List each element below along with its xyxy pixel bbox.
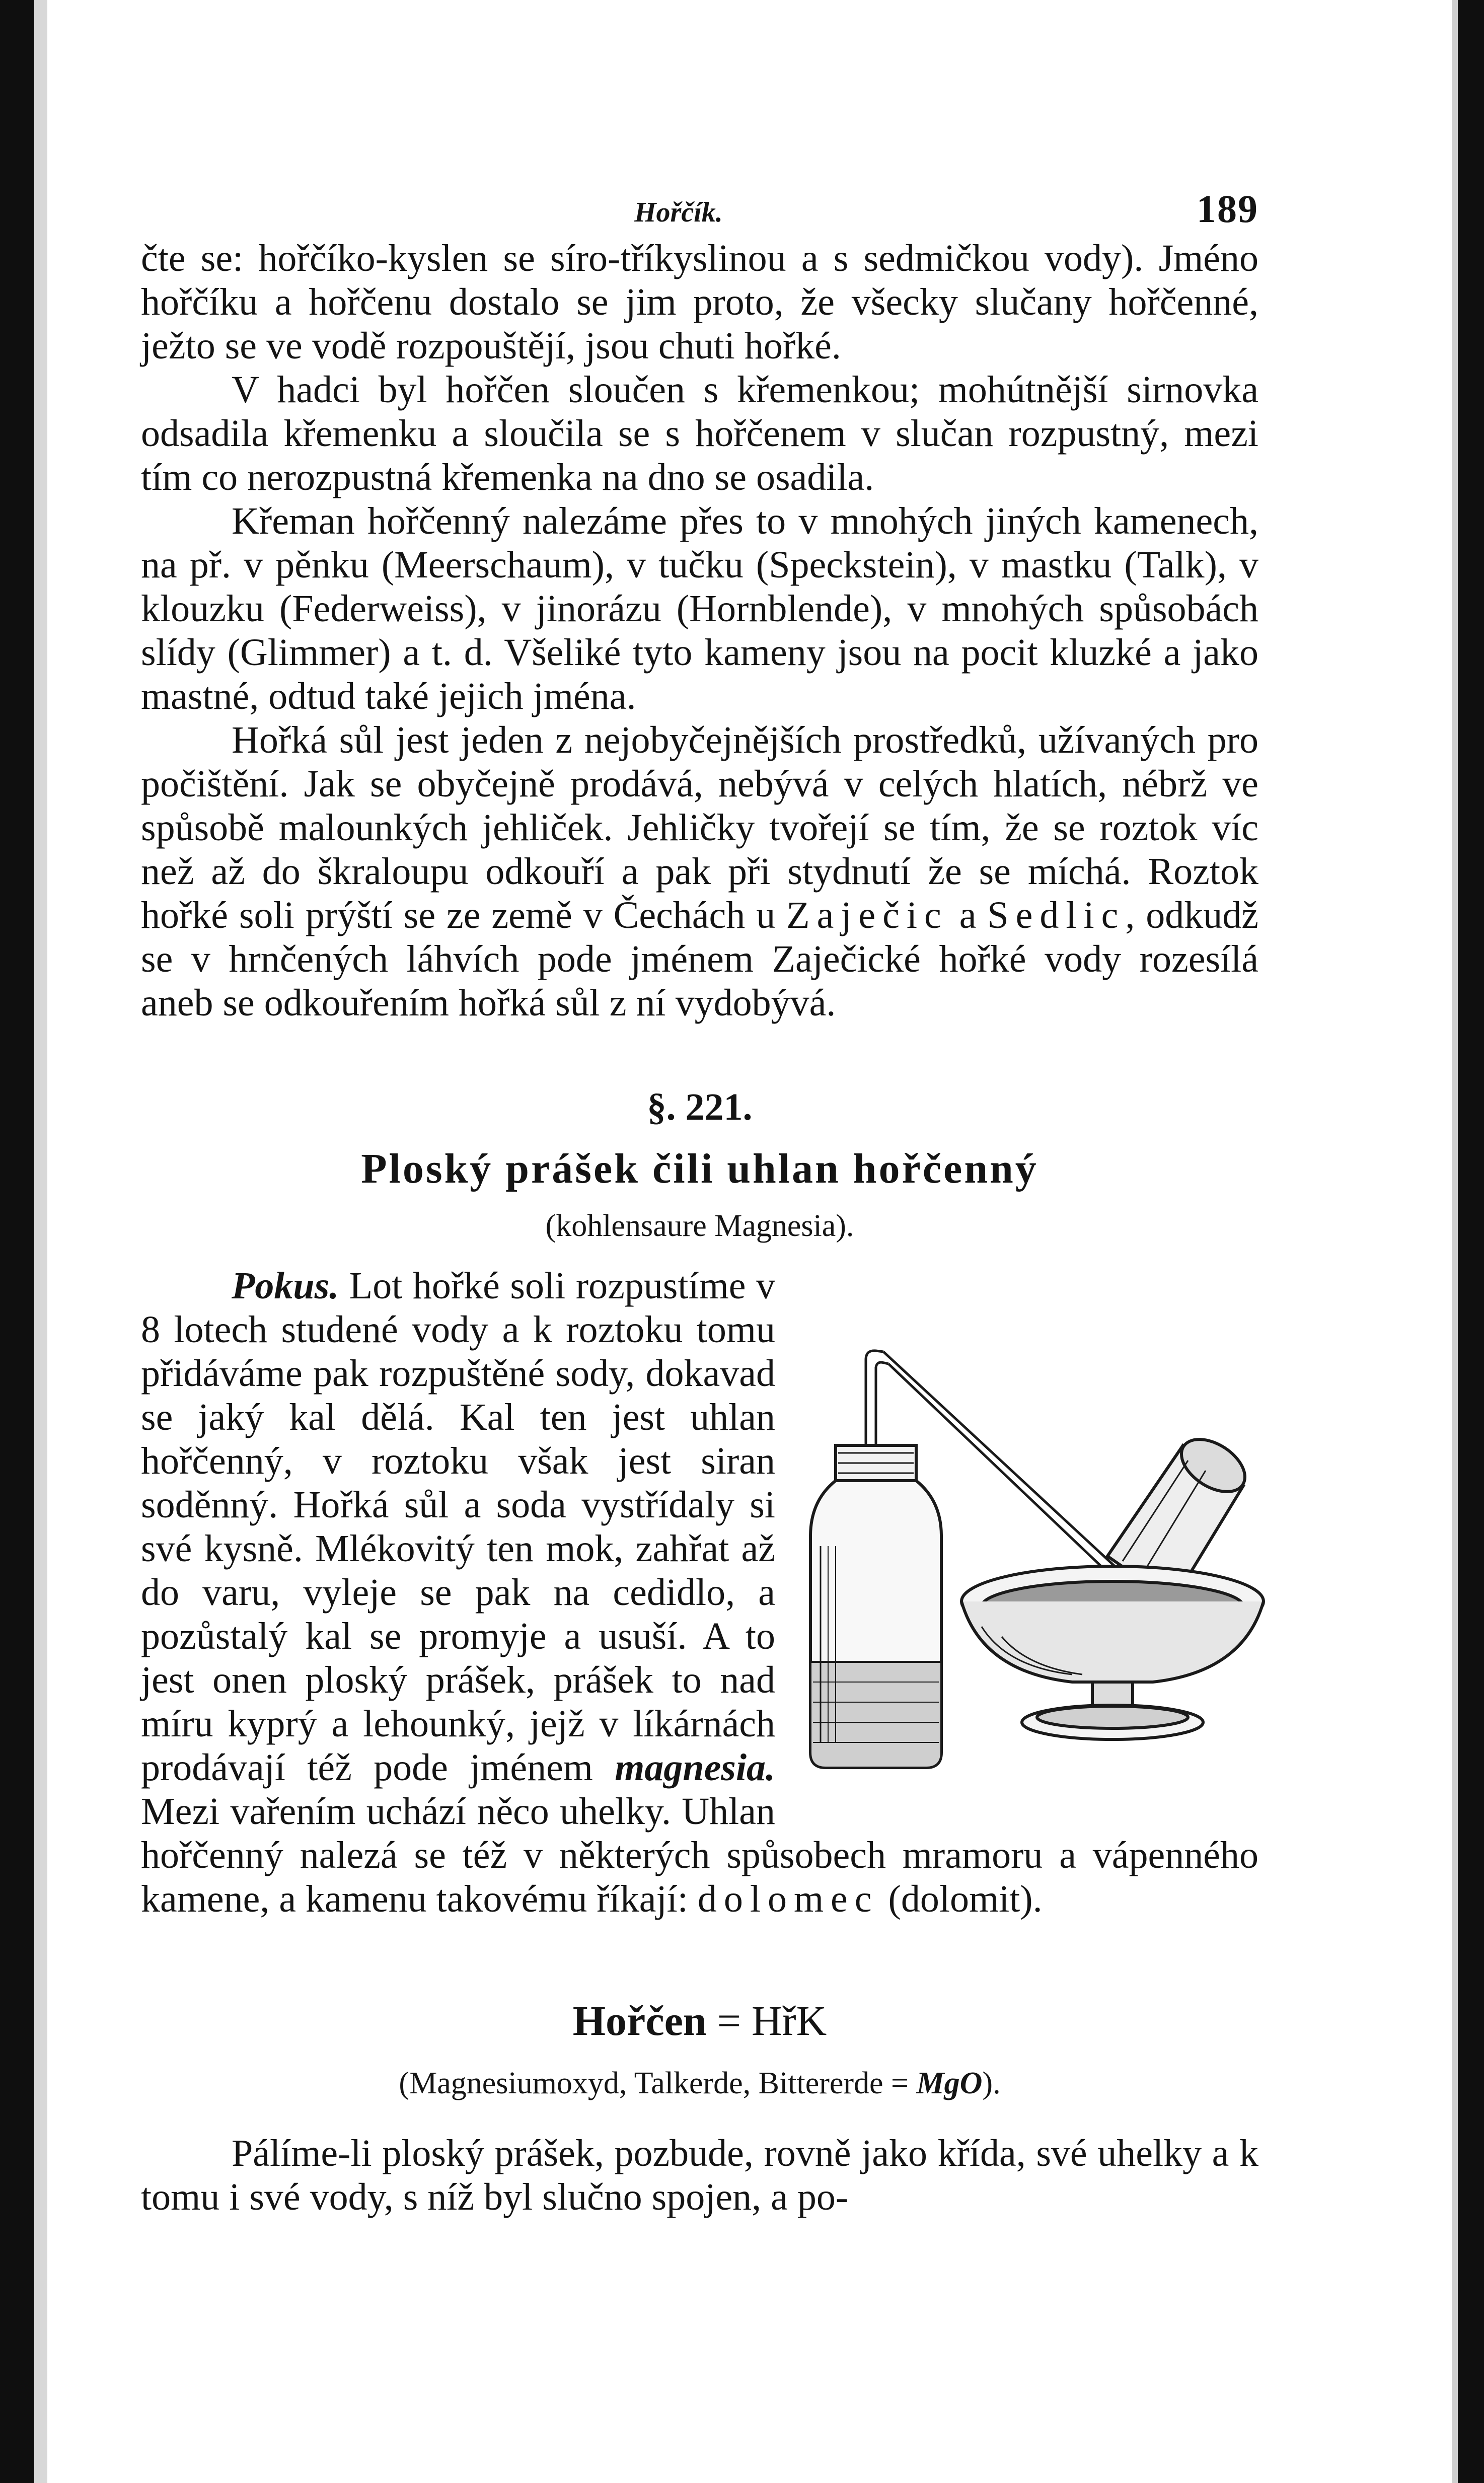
paragraph-4-part-c: , odkudž se v hrnčených láhvích pode jménem Zaječické hořké vody rozesílá aneb se odkouřením hořká sůl z ní vydobývá. (141, 894, 1259, 1024)
term-dolomec: dolomec (697, 1878, 879, 1920)
formula-symbol: HřK (751, 1998, 827, 2044)
flask-and-dish-drawing (790, 1320, 1269, 1813)
section-title: Ploský prášek čili uhlan hořčenný (361, 1145, 1038, 1192)
experiment-text-c: (dolomit). (878, 1878, 1043, 1920)
experiment-label: Pokus. (232, 1265, 339, 1307)
experiment-text-b: Mezi vařením uchází něco uhelky. Uhlan hořčenný nalezá se též v některých spůsobech mramoru a vápenného kamene, a kamenu takovému říkají: (141, 1790, 1258, 1920)
scan-edge-left (0, 0, 34, 2483)
place-zajecic: Zaječic (786, 894, 948, 936)
closing-paragraph: Pálíme-li ploský prášek, pozbude, rovně jako křída, své uhelky a k tomu i své vody, s níž byl slučno spojen, a po- (141, 2132, 1258, 2218)
paragraph-2: V hadci byl hořčen sloučen s křemenkou; mohútnější sirnovka odsadila křemenku a sloučila se s hořčenem v slučan rozpustný, mezi tím co nerozpustná křemenka na dno se osadila. (141, 369, 1258, 498)
bottle-icon (810, 1445, 941, 1768)
page-number: 189 (1197, 187, 1258, 231)
section-subtitle: (kohlensaure Magnesia). (545, 1209, 854, 1243)
paragraph-4-part-b: a (948, 894, 988, 936)
paragraph-4-part-a: Hořká sůl jest jeden z nejobyčejnějších prostředků, užívaných pro počištění. Jak se obyčejně prodává, nebývá v celých hlatích, nébrž ve spůsobě malounkých jehliček. Jehličky tvořejí se tím, že se roztok víc než až do škraloupu odkouří a pak při stydnutí že se míchá. Roztok hořké soli prýští se ze země v Čechách u (141, 719, 1258, 936)
section-number: §. 221. (647, 1086, 753, 1128)
formula-mgo: MgO (916, 2066, 983, 2100)
place-sedlic: Sedlic (987, 894, 1126, 936)
running-head: Hořčík. (634, 197, 723, 228)
scan-edge-left-shadow (34, 0, 47, 2483)
experiment-text-a: Lot hořké soli rozpustíme v 8 lotech studené vody a k roztoku tomu přidáváme pak rozpuštěné sody, dokavad se jaký kal dělá. Kal ten jest uhlan hořčenný, v roztoku však jest siran soděnný. Hořká sůl a soda vystřídaly si své kysně. Mlékovitý ten mok, zahřat až do varu, vyleje se pak na cedidlo, a pozůstalý kal se promyje a usuší. A to jest onen ploský prášek, prášek to nad míru kyprý a lehounký, jejž v líkárnách prodávají též pode jménem (141, 1265, 775, 1789)
scan-edge-right-shadow (1452, 0, 1458, 2483)
intro-text (141, 237, 1258, 1025)
evaporating-dish-icon (961, 1566, 1264, 1739)
page-header (141, 181, 1258, 237)
book-page (141, 181, 1258, 2219)
formula-heading (141, 1997, 1258, 2046)
formula-subtitle (141, 2066, 1258, 2101)
paragraph-3: Křeman hořčenný nalezáme přes to v mnohých jiných kamenech, na př. v pěnku (Meerschaum), v tučku (Speckstein), v mastku (Talk), v klouzku (Federweiss), v jinorázu (Hornblende), v mnohých spůsobách slídy (Glimmer) a t. d. Všeliké tyto kameny jsou na pocit kluzké a jako mastné, odtud také jejich jména. (141, 500, 1258, 717)
formula-equals: = (706, 1998, 752, 2044)
scan-edge-right (1458, 0, 1484, 2483)
paragraph-4 (141, 718, 1258, 1025)
formula-sub-a: (Magnesiumoxyd, Talkerde, Bittererde = (399, 2066, 917, 2100)
apparatus-illustration (790, 1320, 1269, 1813)
paragraph-1: čte se: hořčíko-kyslen se síro-tříkyslinou a s sedmičkou vody). Jméno hořčíku a hořčenu dostalo se jim proto, že všecky slučany hořčenné, ježto se ve vodě rozpouštějí, jsou chuti hořké. (141, 237, 1258, 367)
experiment-block (141, 1264, 1258, 1921)
term-magnesia: magnesia. (615, 1746, 775, 1789)
formula-sub-b: ). (982, 2066, 1001, 2100)
formula-name: Hořčen (572, 1998, 707, 2044)
closing-text (141, 2132, 1258, 2219)
